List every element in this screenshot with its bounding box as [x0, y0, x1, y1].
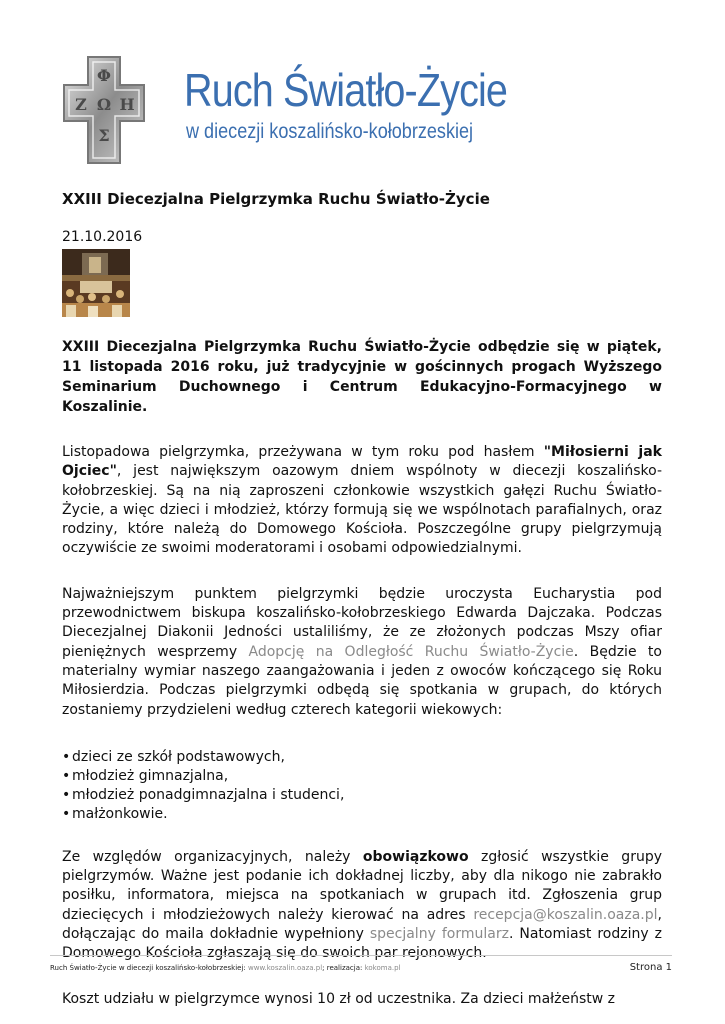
- paragraph-3: Ze względów organizacyjnych, należy obowiązkowo zgłosić wszystkie grupy pielgrzymów. Ważne jest podanie ich dokładnej liczby, aby dla nikogo nie zabrakło posiłku, informatora, miejsca na spotkaniach w grupach itd. Zgłoszenia grup dziecięcych i młodzieżowych należy kierować na adres recepcja@koszalin.oaza.pl, dołączając do maila dokładnie wypełniony specjalny formularz. Natomiast rodziny z Domowego Kościoła zgłaszają się do swoich par rejonowych.: [62, 848, 662, 962]
- form-link[interactable]: specjalny formularz: [369, 926, 509, 943]
- adoption-link[interactable]: Adopcję na Odległość Ruchu Światło-Życie: [248, 643, 574, 660]
- list-item: • małżonkowie.: [62, 805, 662, 824]
- paragraph-1: Listopadowa pielgrzymka, przeżywana w tym roku pod hasłem "Miłosierni jak Ojciec", jest największym oazowym dniem wspólnoty w diecezji koszalińsko-kołobrzeskiej. Są na nią zaproszeni członkowie wszystkich gałęzi Ruchu Światło-Życie, a więc dzieci i młodzież, którzy formują się we wspólnotach parafialnych, oraz rodziny, które należą do Domowego Kościoła. Poszczególne grupy pielgrzymują oczywiście ze swoimi moderatorami i osobami odpowiedzialnymi.: [62, 444, 662, 557]
- page-number: Strona 1: [629, 962, 672, 973]
- svg-text:Ω: Ω: [96, 95, 112, 114]
- paragraph-4: Koszt udziału w pielgrzymce wynosi 10 zł od uczestnika. Za dzieci małżeństw z: [62, 990, 615, 1007]
- list-item: • młodzież gimnazjalna,: [62, 767, 662, 786]
- motto-text: "Miłosierni jak Ojciec": [62, 444, 662, 480]
- paragraph-2: Najważniejszym punktem pielgrzymki będzie uroczysta Eucharystia pod przewodnictwem biskupa koszalińsko-kołobrzeskiego Edwarda Dajczaka. Podczas Diecezjalnej Diakonii Jedności ustaliliśmy, że ze złożonych podczas Mszy ofiar pieniężnych wesprzemy Adopcję na Odległość Ruchu Światło-Życie. Będzie to materialny wymiar naszego zaangażowania i jeden z owoców kończącego się Roku Miłosierdzia. Podczas pielgrzymki odbędą się spotkania w grupach, do których zostaniemy przydzieleni według czterech kategorii wiekowych:: [62, 585, 662, 718]
- svg-text:Φ: Φ: [97, 66, 111, 85]
- svg-text:Η: Η: [119, 95, 135, 114]
- article-lead: XXIII Diecezjalna Pielgrzymka Ruchu Światło-Życie odbędzie się w piątek, 11 listopada 2016 roku, już tradycyjnie w gościnnych progach Wyższego Seminarium Duchownego i Centrum Edukacyjno-Formacyjnego w Koszalinie.: [62, 339, 662, 415]
- article-thumbnail[interactable]: [62, 249, 130, 317]
- cross-emblem-logo: [62, 55, 146, 165]
- mandatory-text: obowiązkowo: [362, 848, 469, 865]
- svg-text:Ζ: Ζ: [75, 95, 87, 114]
- svg-text:Σ: Σ: [98, 126, 110, 145]
- footer-site-link[interactable]: www.koszalin.oaza.pl: [248, 964, 323, 972]
- list-item: • dzieci ze szkół podstawowych,: [62, 748, 662, 767]
- email-link[interactable]: recepcja@koszalin.oaza.pl: [473, 906, 658, 923]
- site-header: [62, 55, 662, 170]
- logo-subtitle: w diecezji koszalińsko-kołobrzeskiej: [186, 120, 474, 143]
- footer-divider: [50, 955, 672, 956]
- article-date: 21.10.2016: [62, 229, 143, 245]
- article: [62, 188, 662, 1009]
- list-item: • młodzież ponadgimnazjalna i studenci,: [62, 786, 662, 805]
- footer-credit-link[interactable]: kokoma.pl: [364, 964, 401, 972]
- footer-credits: Ruch Światło-Życie w diecezji koszalińsko-kołobrzeskiej: www.koszalin.oaza.pl; realizacja: kokoma.pl: [50, 964, 401, 972]
- age-groups-list: [62, 748, 662, 824]
- article-title: XXIII Diecezjalna Pielgrzymka Ruchu Światło-Życie: [62, 190, 490, 208]
- logo-title: Ruch Światło-Życie: [184, 64, 508, 116]
